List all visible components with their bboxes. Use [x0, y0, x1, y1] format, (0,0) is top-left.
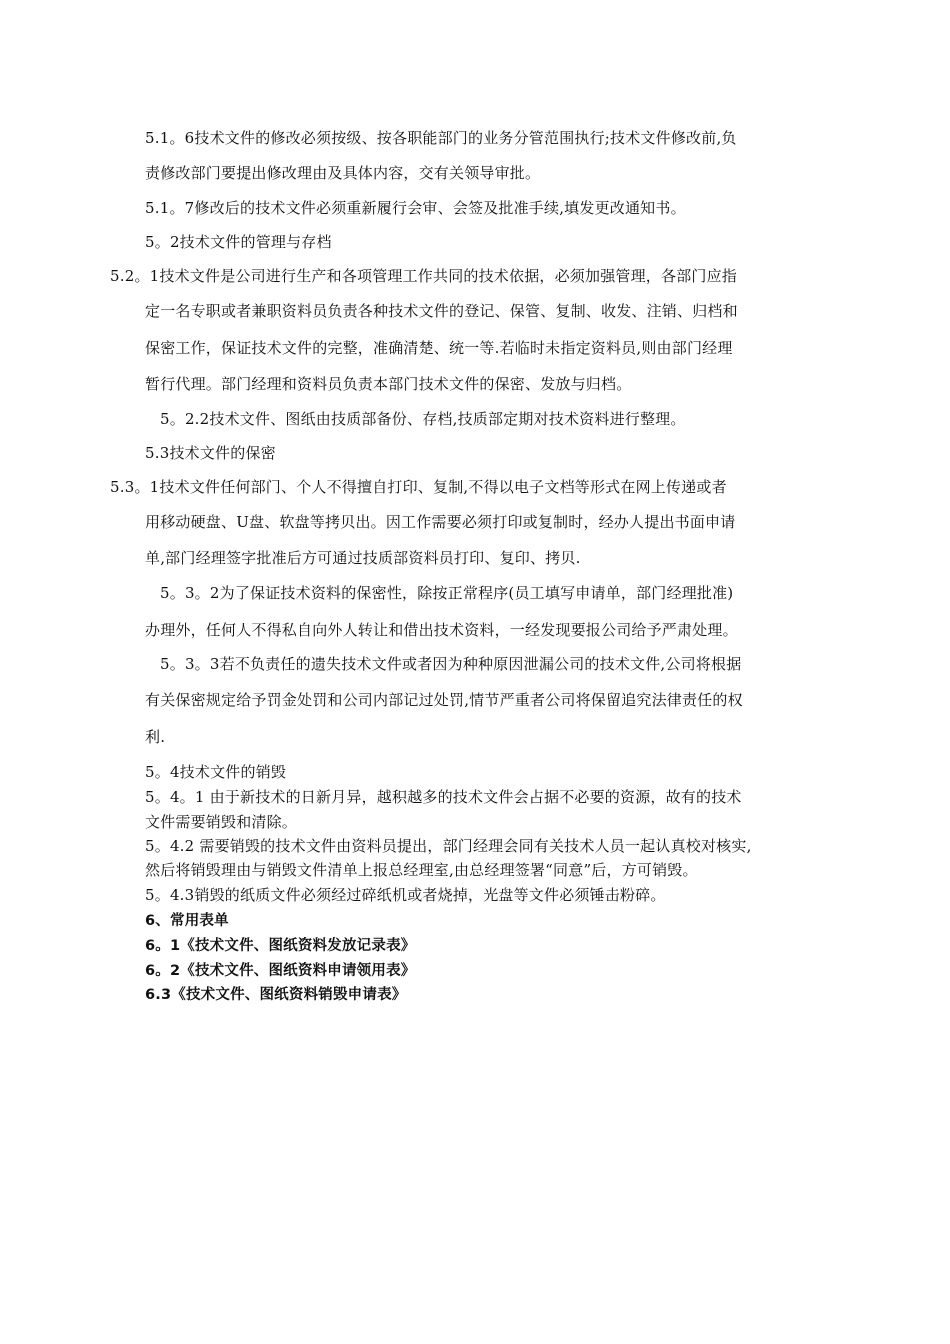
paragraph-line: 5。3。3若不负责任的遗失技术文件或者因为种种原因泄漏公司的技术文件,公司将根据 — [160, 655, 742, 673]
section-heading: 5.3技术文件的保密 — [145, 444, 276, 462]
section-heading: 5。2技术文件的管理与存档 — [145, 233, 332, 251]
form-list-item: 6.3《技术文件、图纸资料销毁申请表》 — [145, 987, 407, 1003]
paragraph-line: 暂行代理。部门经理和资料员负责本部门技术文件的保密、发放与归档。 — [145, 375, 632, 393]
paragraph-line: 5.3。1技术文件任何部门、个人不得擅自打印、复制,不得以电子文档等形式在网上传递或者 — [110, 478, 727, 496]
paragraph-line: 用移动硬盘、U盘、软盘等拷贝出。因工作需要必须打印或复制时，经办人提出书面申请 — [145, 513, 736, 531]
paragraph-line: 办理外，任何人不得私自向外人转让和借出技术资料，一经发现要报公司给予严肃处理。 — [145, 621, 738, 639]
paragraph-line: 5。4。1 由于新技术的日新月异，越积越多的技术文件会占据不必要的资源，故有的技术 — [145, 788, 742, 806]
paragraph-line: 有关保密规定给予罚金处罚和公司内部记过处罚,情节严重者公司将保留追究法律责任的权 — [145, 691, 743, 709]
paragraph-line: 5.1。6技术文件的修改必须按级、按各职能部门的业务分管范围执行;技术文件修改前,负 — [145, 129, 737, 147]
paragraph-line: 5。4.2 需要销毁的技术文件由资料员提出，部门经理会同有关技术人员一起认真校对核实, — [145, 837, 752, 855]
paragraph-line: 5.1。7修改后的技术文件必须重新履行会审、会签及批准手续,填发更改通知书。 — [145, 199, 686, 217]
paragraph-line: 5。4.3销毁的纸质文件必须经过碎纸机或者烧掉，光盘等文件必须锤击粉碎。 — [145, 886, 666, 904]
paragraph-line: 利. — [145, 728, 166, 746]
section-heading: 5。4技术文件的销毁 — [145, 763, 287, 781]
form-list-item: 6。1《技术文件、图纸资料发放记录表》 — [145, 938, 416, 954]
form-list-item: 6。2《技术文件、图纸资料申请领用表》 — [145, 963, 416, 979]
paragraph-line: 5。3。2为了保证技术资料的保密性，除按正常程序(员工填写申请单，部门经理批准) — [160, 584, 734, 602]
paragraph-line: 定一名专职或者兼职资料员负责各种技术文件的登记、保管、复制、收发、注销、归档和 — [145, 302, 738, 320]
paragraph-line: 单,部门经理签字批准后方可通过技质部资料员打印、复印、拷贝. — [145, 549, 581, 567]
section-heading-forms: 6、常用表单 — [145, 913, 229, 929]
paragraph-line: 5.2。1技术文件是公司进行生产和各项管理工作共同的技术依据，必须加强管理，各部门应指 — [110, 267, 738, 285]
paragraph-line: 然后将销毁理由与销毁文件清单上报总经理室,由总经理签署“同意”后，方可销毁。 — [145, 861, 698, 879]
paragraph-line: 文件需要销毁和清除。 — [145, 813, 298, 831]
paragraph-line: 责修改部门要提出修改理由及具体内容，交有关领导审批。 — [145, 164, 541, 182]
paragraph-line: 5。2.2技术文件、图纸由技质部备份、存档,技质部定期对技术资料进行整理。 — [160, 410, 686, 428]
paragraph-line: 保密工作，保证技术文件的完整，准确清楚、统一等.若临时未指定资料员,则由部门经理 — [145, 339, 733, 357]
